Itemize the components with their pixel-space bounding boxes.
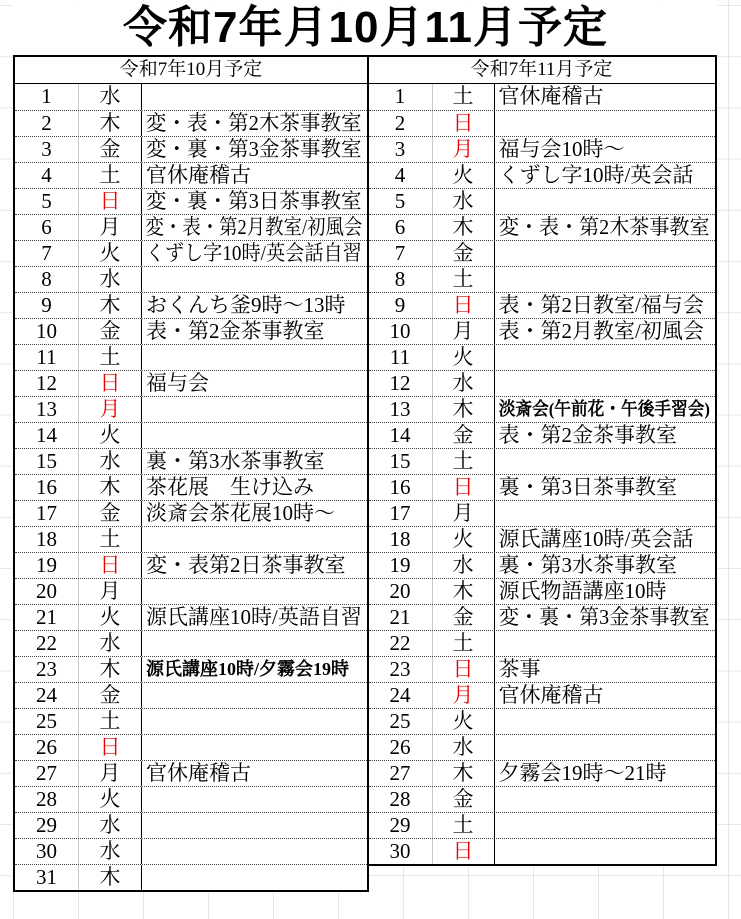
event-cell: [494, 137, 715, 162]
event-text: 茶花展 生け込み: [146, 475, 314, 499]
event-text: 源氏講座10時/英語自習: [146, 605, 362, 629]
event-cell: [494, 423, 715, 448]
day-number: 7: [41, 241, 52, 265]
calendar-row: [369, 552, 715, 578]
calendar-tables: [13, 55, 717, 892]
day-number: 19: [36, 553, 57, 577]
day-number: 29: [389, 813, 411, 837]
event-cell: [141, 111, 367, 136]
november-header: 令和7年11月予定: [369, 57, 715, 84]
calendar-row: [15, 578, 367, 604]
calendar-row: [15, 318, 367, 344]
calendar-row: [369, 500, 715, 526]
day-number: 13: [36, 397, 57, 421]
day-number: 6: [394, 215, 406, 239]
day-number: 21: [36, 605, 57, 629]
day-number: 17: [36, 501, 57, 525]
calendar-row: [15, 240, 367, 266]
event-cell: [494, 813, 715, 838]
event-cell: [494, 605, 715, 630]
event-cell: [494, 293, 715, 318]
calendar-row: [369, 422, 715, 448]
event-cell: [494, 111, 715, 136]
calendar-row: [15, 630, 367, 656]
calendar-row: [369, 630, 715, 656]
weekday-label: 水: [78, 813, 141, 838]
weekday-label: 土: [78, 709, 141, 734]
day-number: 21: [389, 605, 411, 629]
event-cell: [141, 137, 367, 162]
weekday-label: 土: [78, 345, 141, 370]
calendar-row: [15, 162, 367, 188]
weekday-label: 月: [432, 319, 494, 344]
day-number: 23: [389, 657, 411, 681]
day-number: 22: [36, 631, 57, 655]
day-number: 19: [389, 553, 411, 577]
weekday-label: 火: [78, 423, 141, 448]
weekday-label: 金: [78, 501, 141, 526]
weekday-label: 木: [78, 293, 141, 318]
day-number: 14: [36, 423, 57, 447]
event-text: 変・表・第2木茶事教室: [145, 111, 362, 135]
day-number: 29: [36, 813, 57, 837]
calendar-row: [369, 656, 715, 682]
day-number: 11: [389, 345, 411, 369]
weekday-label: 木: [78, 865, 141, 890]
event-cell: [141, 553, 367, 578]
calendar-row: [15, 812, 367, 838]
calendar-row: [15, 136, 367, 162]
weekday-label: 日: [432, 475, 494, 500]
day-number: 27: [389, 761, 411, 785]
calendar-row: [369, 578, 715, 604]
day-number: 15: [389, 449, 411, 473]
event-cell: [141, 293, 367, 318]
day-number: 20: [389, 579, 411, 603]
event-cell: [494, 163, 715, 188]
event-cell: [141, 423, 367, 448]
event-cell: [494, 189, 715, 214]
event-text: 裏・第3水茶事教室: [146, 449, 325, 473]
event-cell: [494, 449, 715, 474]
event-cell: [141, 163, 367, 188]
event-text: 変・裏・第3金茶事教室: [145, 137, 362, 161]
weekday-label: 土: [78, 163, 141, 188]
weekday-label: 木: [78, 111, 141, 136]
event-text: 変・裏・第3日茶事教室: [145, 189, 362, 213]
calendar-row: [15, 526, 367, 552]
event-cell: [141, 579, 367, 604]
day-number: 1: [394, 84, 406, 108]
day-number: 12: [389, 371, 411, 395]
calendar-row: [15, 422, 367, 448]
calendar-row: [15, 786, 367, 812]
day-number: 30: [389, 839, 411, 863]
event-text: 裏・第3水茶事教室: [498, 553, 677, 577]
day-number: 5: [41, 189, 52, 213]
weekday-label: 月: [78, 215, 141, 240]
event-cell: [141, 787, 367, 812]
weekday-label: 水: [432, 553, 494, 578]
weekday-label: 水: [432, 189, 494, 214]
calendar-row: [369, 110, 715, 136]
event-cell: [141, 397, 367, 422]
event-cell: [141, 475, 367, 500]
day-number: 9: [41, 293, 52, 317]
event-text: 官休庵稽古: [498, 84, 604, 108]
event-text: 官休庵稽古: [146, 761, 251, 785]
weekday-label: 金: [432, 423, 494, 448]
event-text: 茶事: [498, 657, 541, 681]
event-cell: [494, 579, 715, 604]
calendar-row: [15, 266, 367, 292]
event-text: おくんち釜9時〜13時: [146, 293, 346, 317]
weekday-label: 土: [78, 527, 141, 552]
event-text: 変・裏・第3金茶事教室: [498, 605, 710, 629]
event-cell: [494, 397, 715, 422]
weekday-label: 木: [432, 579, 494, 604]
event-cell: [494, 84, 715, 110]
day-number: 8: [394, 267, 406, 291]
weekday-label: 火: [432, 527, 494, 552]
calendar-row: [369, 786, 715, 812]
event-cell: [494, 553, 715, 578]
event-cell: [494, 709, 715, 734]
calendar-row: [369, 474, 715, 500]
day-number: 15: [36, 449, 57, 473]
calendar-row: [15, 604, 367, 630]
day-number: 25: [389, 709, 411, 733]
event-cell: [141, 449, 367, 474]
calendar-row: [15, 110, 367, 136]
event-text: 源氏講座10時/英会話: [498, 527, 694, 551]
event-cell: [141, 605, 367, 630]
weekday-label: 日: [432, 839, 494, 864]
event-cell: [141, 267, 367, 292]
calendar-row: [15, 682, 367, 708]
event-cell: [141, 527, 367, 552]
event-cell: [141, 683, 367, 708]
weekday-label: 月: [78, 761, 141, 786]
weekday-label: 土: [432, 813, 494, 838]
calendar-row: [15, 292, 367, 318]
event-cell: [494, 345, 715, 370]
event-cell: [141, 501, 367, 526]
event-cell: [494, 241, 715, 266]
event-text: 変・表第2日茶事教室: [146, 553, 346, 577]
november-rows: [369, 84, 715, 864]
day-number: 8: [41, 267, 52, 291]
event-text: 変・表・第2木茶事教室: [498, 215, 710, 239]
weekday-label: 水: [78, 84, 141, 110]
calendar-row: [369, 760, 715, 786]
weekday-label: 日: [432, 657, 494, 682]
weekday-label: 月: [432, 137, 494, 162]
event-text: 福与会10時〜: [498, 137, 625, 161]
day-number: 4: [394, 163, 406, 187]
calendar-row: [369, 812, 715, 838]
weekday-label: 水: [432, 735, 494, 760]
day-number: 9: [394, 293, 406, 317]
calendar-row: [15, 734, 367, 760]
calendar-row: [369, 370, 715, 396]
weekday-label: 木: [432, 397, 494, 422]
day-number: 26: [389, 735, 411, 759]
calendar-row: [15, 396, 367, 422]
weekday-label: 日: [432, 293, 494, 318]
weekday-label: 日: [78, 553, 141, 578]
weekday-label: 月: [78, 579, 141, 604]
day-number: 23: [36, 657, 57, 681]
weekday-label: 金: [432, 241, 494, 266]
weekday-label: 木: [432, 215, 494, 240]
october-rows: [15, 84, 367, 890]
weekday-label: 火: [432, 345, 494, 370]
calendar-row: [369, 734, 715, 760]
event-text: 官休庵稽古: [498, 683, 604, 707]
day-number: 11: [36, 345, 57, 369]
calendar-row: [369, 240, 715, 266]
event-text: 福与会: [146, 371, 209, 395]
calendar-row: [369, 318, 715, 344]
event-cell: [141, 241, 367, 266]
weekday-label: 土: [432, 631, 494, 656]
calendar-row: [369, 448, 715, 474]
day-number: 26: [36, 735, 57, 759]
event-cell: [494, 475, 715, 500]
event-text: 表・第2日教室/福与会: [498, 293, 704, 317]
calendar-row: [369, 188, 715, 214]
weekday-label: 火: [432, 709, 494, 734]
day-number: 27: [36, 761, 57, 785]
day-number: 24: [389, 683, 411, 707]
weekday-label: 水: [78, 631, 141, 656]
weekday-label: 土: [432, 267, 494, 292]
day-number: 24: [36, 683, 57, 707]
weekday-label: 日: [78, 371, 141, 396]
calendar-row: [15, 656, 367, 682]
calendar-row: [369, 396, 715, 422]
day-number: 17: [389, 501, 411, 525]
weekday-label: 木: [78, 657, 141, 682]
event-cell: [141, 631, 367, 656]
calendar-row: [15, 474, 367, 500]
day-number: 10: [36, 319, 57, 343]
event-cell: [494, 761, 715, 786]
event-cell: [494, 683, 715, 708]
event-text: 変・表・第2月教室/初風会: [145, 215, 363, 239]
weekday-label: 水: [78, 839, 141, 864]
calendar-row: [15, 448, 367, 474]
day-number: 13: [389, 397, 411, 421]
calendar-row: [15, 864, 367, 890]
day-number: 10: [389, 319, 411, 343]
calendar-row: [369, 838, 715, 864]
event-text: 表・第2金茶事教室: [146, 319, 325, 343]
event-cell: [141, 761, 367, 786]
day-number: 14: [389, 423, 411, 447]
event-cell: [141, 319, 367, 344]
weekday-label: 火: [78, 241, 141, 266]
weekday-label: 金: [78, 319, 141, 344]
weekday-label: 木: [78, 475, 141, 500]
calendar-row: [369, 682, 715, 708]
calendar-row: [15, 838, 367, 864]
weekday-label: 金: [78, 683, 141, 708]
day-number: 22: [389, 631, 411, 655]
event-text: 源氏講座10時/夕霧会19時: [146, 659, 350, 679]
page-title: 令和7年月10月11月予定: [13, 1, 718, 55]
event-text: 官休庵稽古: [146, 163, 251, 187]
event-cell: [141, 84, 367, 110]
day-number: 7: [394, 241, 406, 265]
october-header: 令和7年10月予定: [15, 57, 367, 84]
event-cell: [141, 371, 367, 396]
calendar-row: [15, 344, 367, 370]
weekday-label: 水: [78, 449, 141, 474]
event-cell: [141, 709, 367, 734]
weekday-label: 金: [432, 787, 494, 812]
day-number: 28: [389, 787, 411, 811]
november-calendar: [368, 55, 717, 866]
event-text: 表・第2金茶事教室: [498, 423, 677, 447]
weekday-label: 火: [78, 787, 141, 812]
day-number: 1: [41, 84, 52, 108]
calendar-row: [369, 84, 715, 110]
event-text: 源氏物語講座10時: [498, 579, 667, 603]
weekday-label: 日: [432, 111, 494, 136]
event-text: くずし字10時/英会話自習: [145, 241, 362, 265]
event-cell: [141, 865, 367, 890]
weekday-label: 月: [432, 683, 494, 708]
weekday-label: 月: [78, 397, 141, 422]
event-text: 淡斎会(午前花・午後手習会): [498, 399, 710, 419]
weekday-label: 水: [78, 267, 141, 292]
weekday-label: 火: [432, 163, 494, 188]
event-text: 夕霧会19時〜21時: [498, 761, 667, 785]
event-cell: [141, 345, 367, 370]
calendar-row: [369, 214, 715, 240]
event-cell: [494, 215, 715, 240]
event-text: くずし字10時/英会話: [498, 163, 694, 187]
calendar-row: [15, 500, 367, 526]
calendar-row: [369, 344, 715, 370]
calendar-row: [15, 708, 367, 734]
calendar-row: [369, 292, 715, 318]
day-number: 16: [36, 475, 57, 499]
event-cell: [141, 189, 367, 214]
weekday-label: 火: [78, 605, 141, 630]
weekday-label: 土: [432, 449, 494, 474]
day-number: 2: [394, 111, 406, 135]
event-cell: [141, 813, 367, 838]
weekday-label: 金: [432, 605, 494, 630]
event-cell: [141, 657, 367, 682]
day-number: 3: [41, 137, 52, 161]
event-cell: [141, 839, 367, 864]
day-number: 16: [389, 475, 411, 499]
day-number: 18: [389, 527, 411, 551]
event-cell: [494, 319, 715, 344]
event-cell: [141, 735, 367, 760]
weekday-label: 金: [78, 137, 141, 162]
event-cell: [494, 501, 715, 526]
calendar-row: [369, 526, 715, 552]
calendar-row: [369, 162, 715, 188]
event-text: 淡斎会茶花展10時〜: [146, 501, 335, 525]
day-number: 18: [36, 527, 57, 551]
weekday-label: 木: [432, 761, 494, 786]
calendar-row: [369, 266, 715, 292]
weekday-label: 日: [78, 189, 141, 214]
calendar-row: [15, 84, 367, 110]
event-cell: [494, 267, 715, 292]
calendar-row: [369, 136, 715, 162]
event-text: 裏・第3日茶事教室: [498, 475, 677, 499]
october-calendar: [13, 55, 369, 892]
event-text: 表・第2月教室/初風会: [498, 319, 704, 343]
event-cell: [494, 527, 715, 552]
day-number: 4: [41, 163, 52, 187]
calendar-row: [15, 188, 367, 214]
day-number: 6: [41, 215, 52, 239]
day-number: 5: [394, 189, 406, 213]
day-number: 31: [36, 865, 57, 889]
weekday-label: 水: [432, 371, 494, 396]
event-cell: [494, 631, 715, 656]
weekday-label: 月: [432, 501, 494, 526]
calendar-row: [369, 604, 715, 630]
calendar-row: [15, 370, 367, 396]
event-cell: [141, 215, 367, 240]
day-number: 30: [36, 839, 57, 863]
day-number: 25: [36, 709, 57, 733]
calendar-row: [15, 760, 367, 786]
event-cell: [494, 657, 715, 682]
event-cell: [494, 735, 715, 760]
weekday-label: 日: [78, 735, 141, 760]
day-number: 20: [36, 579, 57, 603]
calendar-row: [369, 708, 715, 734]
event-cell: [494, 839, 715, 864]
calendar-row: [15, 214, 367, 240]
day-number: 2: [41, 111, 52, 135]
weekday-label: 土: [432, 84, 494, 110]
event-cell: [494, 787, 715, 812]
day-number: 12: [36, 371, 57, 395]
day-number: 28: [36, 787, 57, 811]
event-cell: [494, 371, 715, 396]
day-number: 3: [394, 137, 406, 161]
calendar-row: [15, 552, 367, 578]
